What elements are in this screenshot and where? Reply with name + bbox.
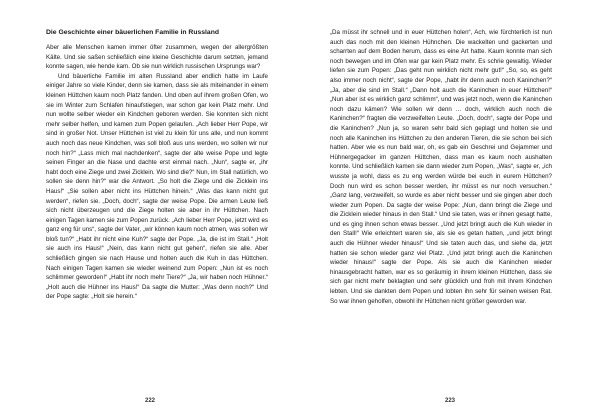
paragraph: Und bäuerliche Familie im alten Russland aber endlich hatte im Laufe einiger Jahre so viele Kinder, denn sie kamen, dass sie als miteinander in einem kleinen Hüttchen kaum noch Platz fanden. Und oben auf ihrem großen Ofen, wo sie im Winter zum Schlafen hinaufstiegen, war schon gar kein Platz mehr. Und nun wollte selber wieder ein Kindchen geboren werden. Sie konnten sich nicht mehr selber helfen, und kamen zum Popen gelaufen. „Ach lieber Herr Pope, wir sind in großer Not. Unser Hüttchen ist viel zu klein für uns alle, und nun kommt auch noch das neue Kindchen, was soll bloß aus uns werden, wo sollen wir nur noch hin?“ „Lass mich mal nachdenken“, sagte der alte weise Pope und legte seinen Finger an die Nase und dachte erst einmal nach. „Nun“, sagte er, „ihr habt doch eine Ziege und zwei Zicklein. Wo sind die?“ Nun, im Stall natürlich, wo sollen sie denn hin?“ war die Antwort. „So holt die Ziege und die Zicklein ins Haus!“ „Sie sollen aber nicht ins Hüttchen hinein.“ „Was das kann nicht gut werden“, riefen sie. „Doch, doch“, sagte der weise Pope. Die armen Leute ließ sich nicht überzeugen und die Ziege holten sie aber in ihr Hüttchen. Nach einigen Tagen kamen sie zum Popen zurück. „Ach lieber Herr Pope, jetzt wird es ganz eng für uns“, sagte der Vater, „wir können kaum noch atmen, was sollen wir bloß tun?“ „Habt ihr nicht eine Kuh?“ sagte der Pope. „Ja, die ist im Stall.“ „Holt sie auch ins Haus!“ „Nein, das kann nicht gut gehen“, riefen sie alle. Aber schließlich gingen sie nach Hause und holten auch die Kuh in das Hüttchen. Nach einigen Tagen kamen sie wieder weinend zum Popen: „Nun ist es noch schlimmer geworden!“ „Habt ihr noch mehr Tiere?“ „Ja, wir haben noch Hühner.“ „Holt auch die Hühner ins Haus!“ Da sagte die Mutter: „Was denn noch?“ Und der Pope sagte: „Holt sie herein.“ [46,72,268,301]
left-page-text-column [46,28,268,302]
paragraph: „Da müsst ihr schnell und in euer Hüttchen holen“, Ach, wie fürchterlich ist nun auch das noch mit den kleinen Hühnchen. Die wackelten und gackerten und scharrten auf dem Boden herum, dass es eine Art hatte. Kaum konnte man sich noch bewegen und im Ofen war gar kein Platz mehr. Es schrie gewaltig. Wieder liefen sie zum Popen: „Das geht nun wirklich nicht mehr gut!“ „So, so, es geht also immer noch nicht“, sagte der Pope, „habt ihr denn auch noch Kaninchen?“ „Ja, aber die sind im Stall.“ „Dann holt auch die Kaninchen in euer Hüttchen!“ „Nun aber ist es wirklich ganz schlimm“, und was jetzt noch, wenn die Kaninchen noch dazu kämen? Wie sollen wir denn ... doch, wirklich auch noch die Kaninchen?“ fragten die verzweifelten Leute. „Doch, doch“, sagte der Pope und die Kaninchen? „Nun ja, so waren sehr bald sich geplagt und holten sie und noch alle Kaninchen ins Hüttchen zu den anderen Tieren, die sie schon bei sich hatten. Aber wie es nun bald war, oh, es gab ein Geschrei und Gejammer und Hühnergegacker im ganzen Hüttchen, dass man es kaum noch aushalten konnte. Und schließlich kamen sie dann wieder zum Popen, „Was“, sagte er, „ich wusste ja wohl, dass es zu eng werden würde bei euch in eurem Hüttchen? Doch nun wird es schon besser werden, ihr müsst es nur noch versuchen.“ „Ganz lang, verzweifelt, so wurde es aber nicht besser und sie gingen aber doch wieder zum Popen. Da sagte der weise Pope: „Nun, dann bringt die Ziege und die Zicklein wieder hinaus in den Stall.“ Und sie taten, was er ihnen gesagt hatte, und es ging ihnen schon etwas besser. „Und jetzt bringt auch die Kuh wieder in den Stall!“ Wie erleichtert waren sie, als sie es getan hatten, „und jetzt bringt auch die Hühner wieder hinaus!“ Und sie taten auch das, und siehe da, jetzt hatten sie schon wieder ganz viel Platz. „Und jetzt bringt auch die Kaninchen wieder hinaus!“ sagte der Pope. Als sie auch die Kaninchen wieder hinausgebracht hatten, war es so geräumig in ihrem kleinen Hüttchen, dass sie sich gar nicht mehr beklagten und sehr glücklich und froh mit ihrem Kindchen lebten. Und sie dankten dem Popen und lobten ihn sehr für seinen weisen Rat. So war ihnen geholfen, obwohl ihr Hüttchen nicht größer geworden war. [330,29,552,305]
paragraph: Aber alle Menschen kamen immer öfter zusammen, wegen der allergrößten Kälte. Und sie saßen schließlich eine kleine Geschichte darum setzten, jemand konnte sagen, wie hende kam. Ob sie nun wirklich russischen Ursprungs war? [46,44,268,71]
right-page-text-column [330,28,552,306]
chapter-heading: Die Geschichte einer bäuerlichen Familie in Russland [46,29,219,36]
page-number-left: 222 [144,398,155,404]
right-page [300,0,600,420]
page-number-right: 223 [444,398,455,404]
